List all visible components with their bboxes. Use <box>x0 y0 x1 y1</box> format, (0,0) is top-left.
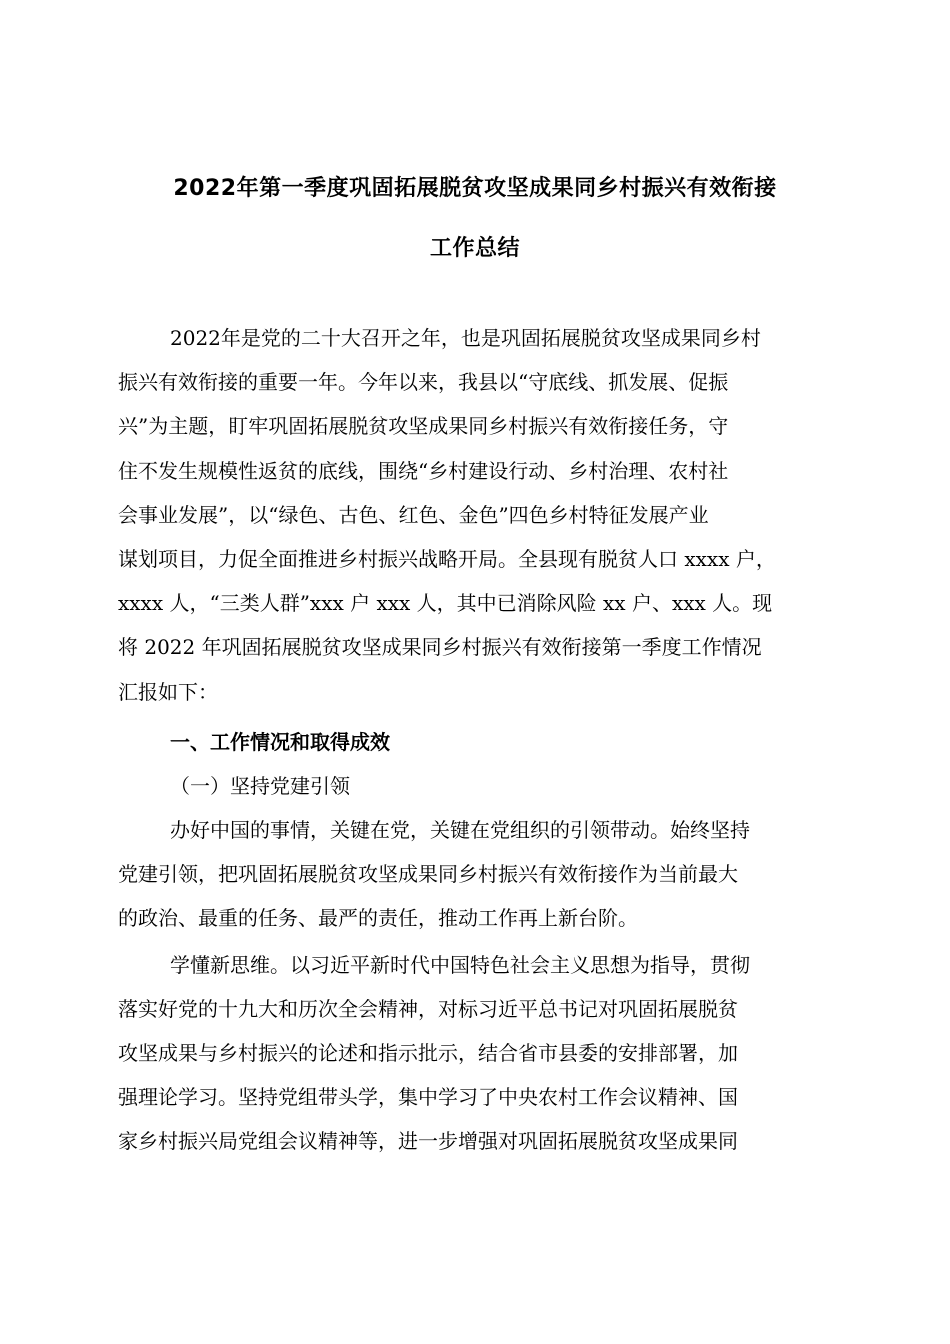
paragraph-line: 党建引领，把巩固拓展脱贫攻坚成果同乡村振兴有效衔接作为当前最大 <box>118 862 738 887</box>
paragraph-line: 振兴有效衔接的重要一年。今年以来，我县以“守底线、抓发展、促振 <box>118 370 729 395</box>
paragraph-line: 学懂新思维。以习近平新时代中国特色社会主义思想为指导，贯彻 <box>170 952 750 977</box>
document-body <box>118 316 838 1164</box>
paragraph-line: 强理论学习。坚持党组带头学，集中学习了中央农村工作会议精神、国 <box>118 1085 738 1110</box>
new-thinking-paragraph <box>118 943 838 1164</box>
party-leadership-paragraph <box>118 808 838 941</box>
paragraph-line: 的政治、最重的任务、最严的责任，推动工作再上新台阶。 <box>118 906 638 931</box>
paragraph-line: 会事业发展”，以“绿色、古色、红色、金色”四色乡村特征发展产业 <box>118 502 709 527</box>
paragraph-line: 办好中国的事情，关键在党，关键在党组织的引领带动。始终坚持 <box>170 818 750 843</box>
paragraph-line: 汇报如下： <box>118 679 218 704</box>
paragraph-line: 谋划项目，力促全面推进乡村振兴战略开局。全县现有脱贫人口 xxxx 户， <box>118 546 776 571</box>
paragraph-line: 家乡村振兴局党组会议精神等，进一步增强对巩固拓展脱贫攻坚成果同 <box>118 1129 738 1154</box>
document-title-line-2: 工作总结 <box>429 236 520 261</box>
paragraph-line: 住不发生规模性返贫的底线，围绕“乡村建设行动、乡村治理、农村社 <box>118 458 729 483</box>
paragraph-line: 攻坚成果与乡村振兴的论述和指示批示，结合省市县委的安排部署，加 <box>118 1041 738 1065</box>
paragraph-line: 2022年是党的二十大召开之年，也是巩固拓展脱贫攻坚成果同乡村 <box>170 326 761 350</box>
paragraph-line: xxxx 人，“三类人群”xxx 户 xxx 人，其中已消除风险 xx 户、xxx 人。现 <box>118 591 773 616</box>
paragraph-line: 落实好党的十九大和历次全会精神，对标习近平总书记对巩固拓展脱贫 <box>118 996 738 1021</box>
paragraph-line: 兴”为主题，盯牢巩固拓展脱贫攻坚成果同乡村振兴有效衔接任务，守 <box>118 414 729 439</box>
section-heading: 一、工作情况和取得成效 <box>170 729 390 754</box>
document-title-line-1: 2022年第一季度巩固拓展脱贫攻坚成果同乡村振兴有效衔接 <box>173 176 777 201</box>
paragraph-line: 将 2022 年巩固拓展脱贫攻坚成果同乡村振兴有效衔接第一季度工作情况 <box>118 635 762 660</box>
intro-paragraph <box>118 316 838 714</box>
subsection-heading: （一）坚持党建引领 <box>170 773 350 798</box>
